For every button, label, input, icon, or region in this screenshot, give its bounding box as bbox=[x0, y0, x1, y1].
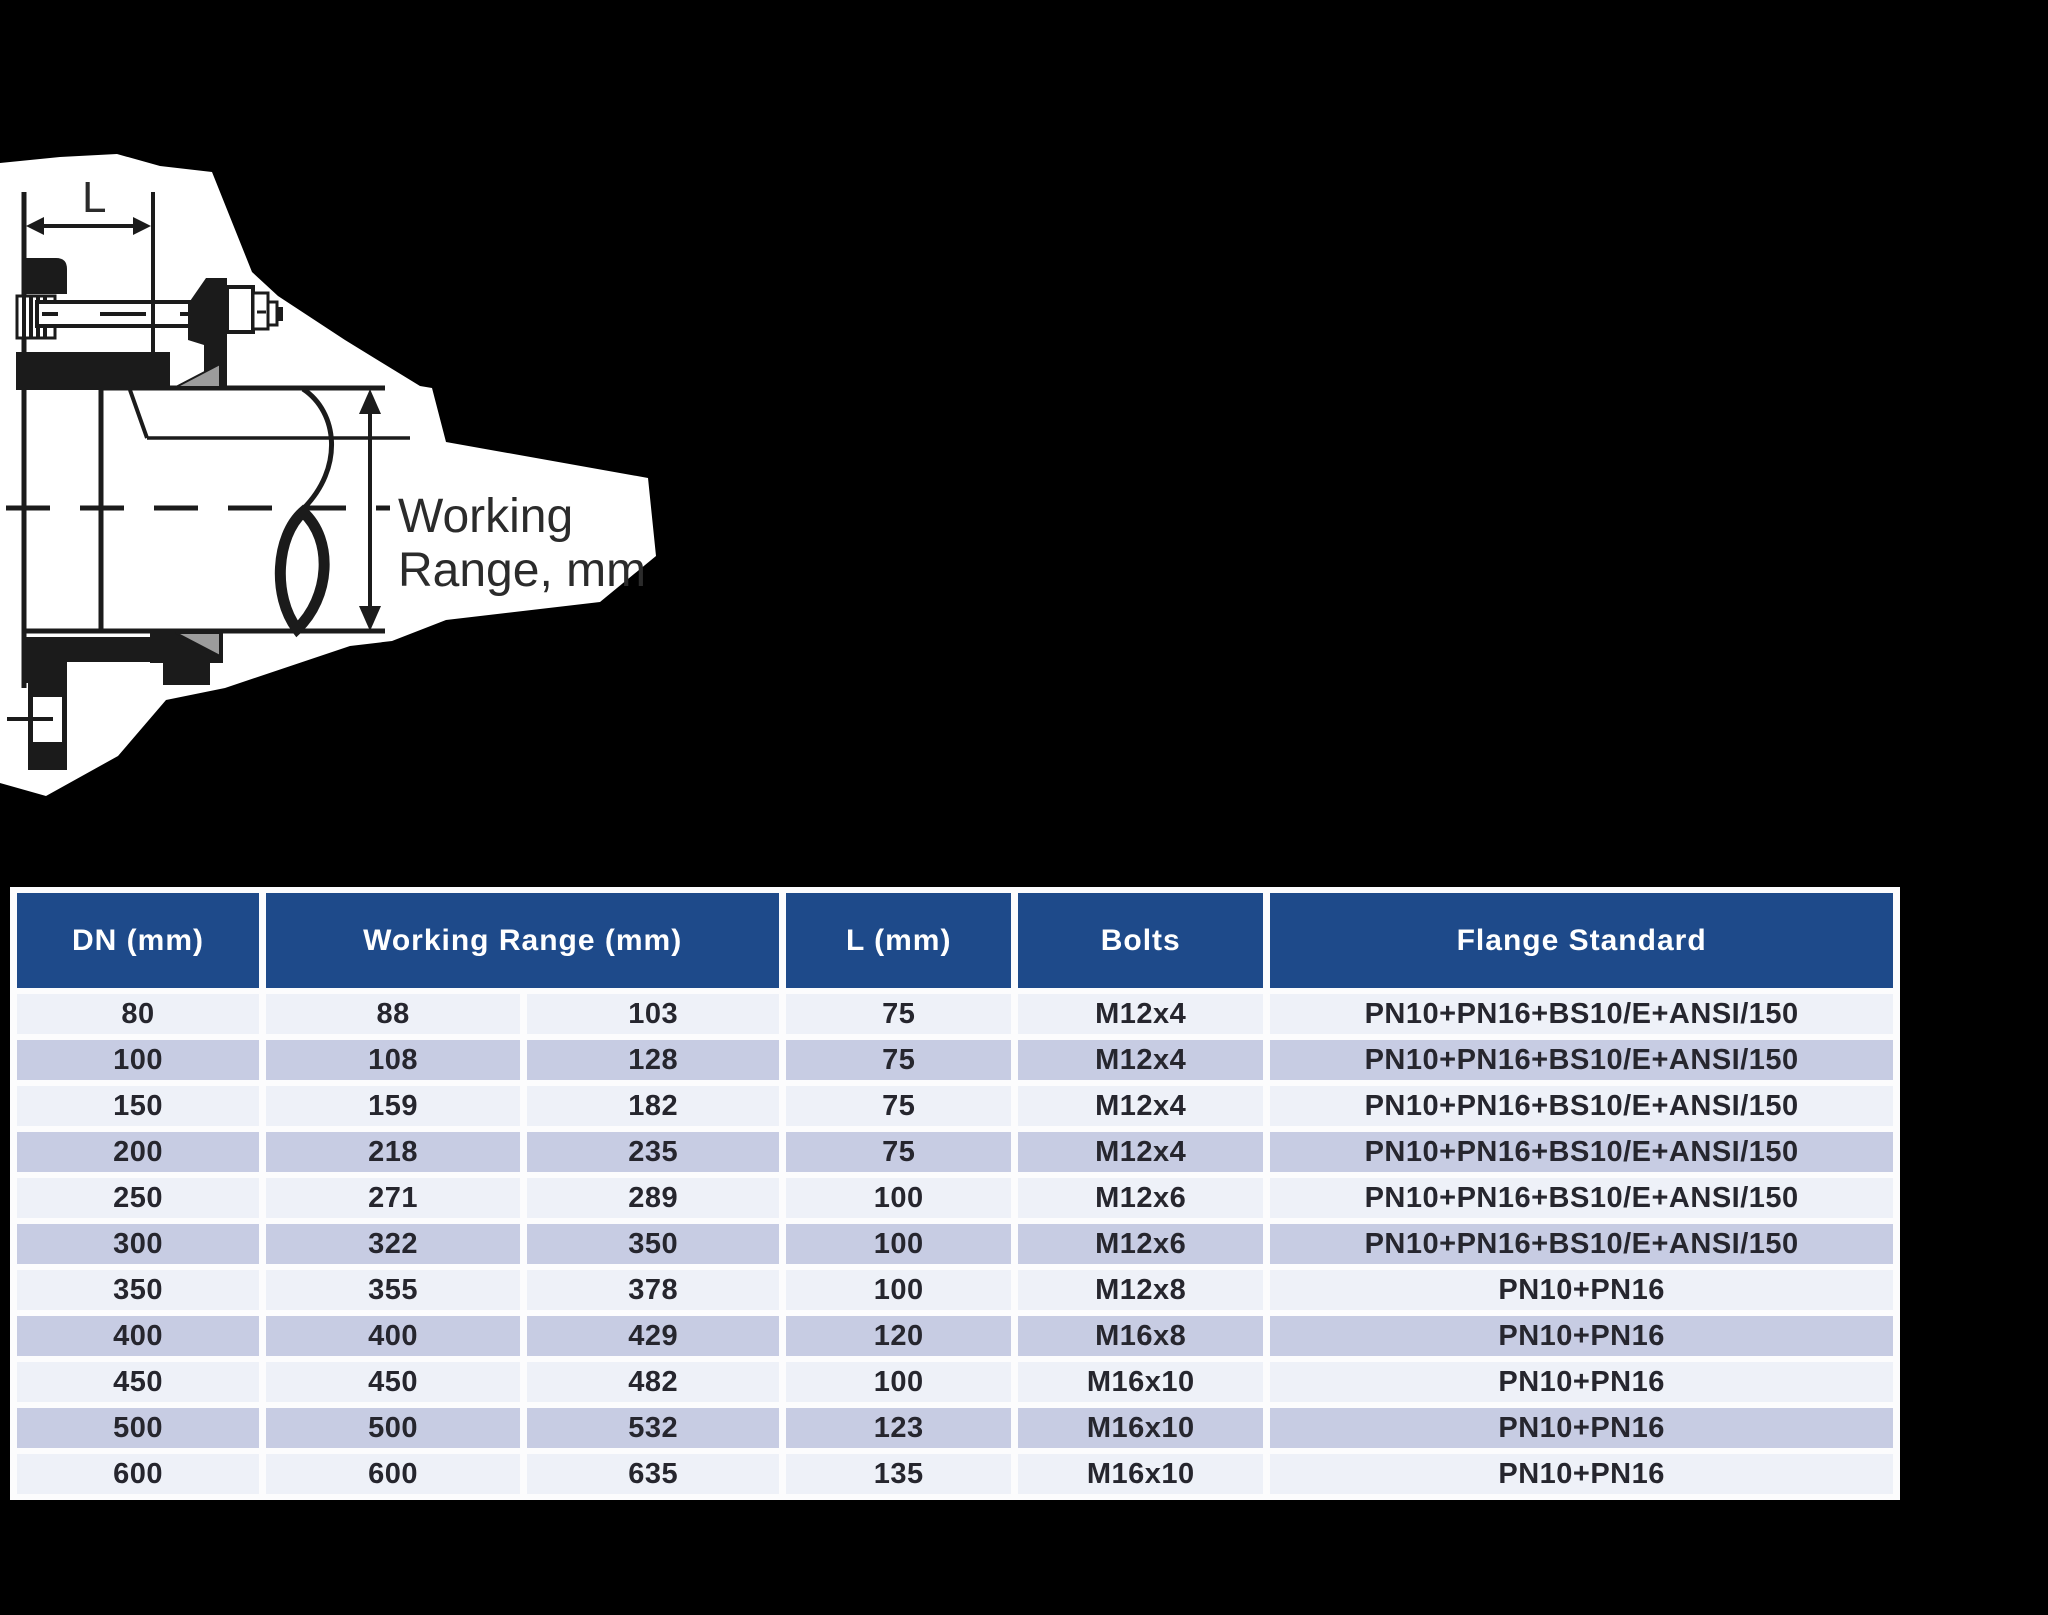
table-cell: M12x8 bbox=[1018, 1270, 1263, 1310]
table-cell: M16x8 bbox=[1018, 1316, 1263, 1356]
table-cell: PN10+PN16 bbox=[1270, 1316, 1893, 1356]
flange-hub-top bbox=[24, 258, 67, 294]
table-cell: 100 bbox=[786, 1178, 1011, 1218]
table-cell: M16x10 bbox=[1018, 1362, 1263, 1402]
table-cell: PN10+PN16 bbox=[1270, 1270, 1893, 1310]
table-cell: 108 bbox=[266, 1040, 520, 1080]
flange-ring-band-top bbox=[16, 352, 170, 390]
table-cell: 355 bbox=[266, 1270, 520, 1310]
table-cell: 182 bbox=[527, 1086, 779, 1126]
table-row bbox=[17, 1362, 1893, 1402]
table-cell: 128 bbox=[527, 1040, 779, 1080]
table-cell: 135 bbox=[786, 1454, 1011, 1494]
table-row bbox=[17, 1408, 1893, 1448]
table-cell: 100 bbox=[786, 1224, 1011, 1264]
hex-nut bbox=[227, 287, 253, 332]
table-cell: 100 bbox=[786, 1270, 1011, 1310]
table-cell: M12x4 bbox=[1018, 994, 1263, 1034]
table-cell: 500 bbox=[17, 1408, 259, 1448]
table-cell: PN10+PN16+BS10/E+ANSI/150 bbox=[1270, 1178, 1893, 1218]
table-cell: 429 bbox=[527, 1316, 779, 1356]
table-cell: PN10+PN16+BS10/E+ANSI/150 bbox=[1270, 1040, 1893, 1080]
table-cell: 450 bbox=[266, 1362, 520, 1402]
table-cell: M12x4 bbox=[1018, 1086, 1263, 1126]
l-dimension-label: L bbox=[82, 173, 107, 222]
working-range-label-line1: Working bbox=[398, 490, 574, 543]
table-cell: 600 bbox=[266, 1454, 520, 1494]
table-row bbox=[17, 1040, 1893, 1080]
table-cell: 600 bbox=[17, 1454, 259, 1494]
table-cell: 100 bbox=[17, 1040, 259, 1080]
flange-hub-bottom bbox=[25, 662, 67, 683]
table-cell: 400 bbox=[17, 1316, 259, 1356]
table-cell: 350 bbox=[527, 1224, 779, 1264]
table-cell: 235 bbox=[527, 1132, 779, 1172]
table-cell: 88 bbox=[266, 994, 520, 1034]
table-cell: 350 bbox=[17, 1270, 259, 1310]
table-cell: M12x6 bbox=[1018, 1178, 1263, 1218]
spec-table bbox=[10, 887, 1900, 1500]
table-cell: PN10+PN16+BS10/E+ANSI/150 bbox=[1270, 1132, 1893, 1172]
table-cell: 75 bbox=[786, 1132, 1011, 1172]
header-bolts: Bolts bbox=[1018, 893, 1263, 988]
flange-adaptor-diagram bbox=[0, 100, 700, 900]
table-row bbox=[17, 1316, 1893, 1356]
table-cell: PN10+PN16 bbox=[1270, 1408, 1893, 1448]
header-working-range: Working Range (mm) bbox=[266, 893, 779, 988]
table-cell: PN10+PN16 bbox=[1270, 1362, 1893, 1402]
table-cell: 250 bbox=[17, 1178, 259, 1218]
table-cell: PN10+PN16+BS10/E+ANSI/150 bbox=[1270, 994, 1893, 1034]
table-cell: 218 bbox=[266, 1132, 520, 1172]
header-l: L (mm) bbox=[786, 893, 1011, 988]
table-cell: 159 bbox=[266, 1086, 520, 1126]
table-cell: 378 bbox=[527, 1270, 779, 1310]
table-cell: M16x10 bbox=[1018, 1408, 1263, 1448]
table-cell: 200 bbox=[17, 1132, 259, 1172]
thread-stub bbox=[268, 302, 277, 325]
flange-ring-band-bottom bbox=[25, 637, 150, 662]
table-cell: M12x4 bbox=[1018, 1132, 1263, 1172]
table-cell: 322 bbox=[266, 1224, 520, 1264]
table-cell: 450 bbox=[17, 1362, 259, 1402]
table-cell: 289 bbox=[527, 1178, 779, 1218]
table-cell: 400 bbox=[266, 1316, 520, 1356]
table-row bbox=[17, 1086, 1893, 1126]
table-cell: 532 bbox=[527, 1408, 779, 1448]
table-cell: 123 bbox=[786, 1408, 1011, 1448]
table-row bbox=[17, 1178, 1893, 1218]
table-cell: 75 bbox=[786, 1086, 1011, 1126]
header-dn: DN (mm) bbox=[17, 893, 259, 988]
working-range-label-line2: Range, mm bbox=[398, 544, 647, 597]
gland-bottom-step bbox=[163, 663, 210, 685]
table-cell: 75 bbox=[786, 994, 1011, 1034]
table-row bbox=[17, 1132, 1893, 1172]
table-cell: 120 bbox=[786, 1316, 1011, 1356]
table-cell: 75 bbox=[786, 1040, 1011, 1080]
table-cell: 271 bbox=[266, 1178, 520, 1218]
bolt-tip bbox=[277, 307, 283, 321]
table-cell: 103 bbox=[527, 994, 779, 1034]
table-cell: M16x10 bbox=[1018, 1454, 1263, 1494]
table-cell: M12x6 bbox=[1018, 1224, 1263, 1264]
table-cell: 482 bbox=[527, 1362, 779, 1402]
table-cell: 500 bbox=[266, 1408, 520, 1448]
table-cell: 80 bbox=[17, 994, 259, 1034]
table-cell: 635 bbox=[527, 1454, 779, 1494]
table-row bbox=[17, 1454, 1893, 1494]
table-row bbox=[17, 1270, 1893, 1310]
table-cell: PN10+PN16+BS10/E+ANSI/150 bbox=[1270, 1224, 1893, 1264]
table-cell: M12x4 bbox=[1018, 1040, 1263, 1080]
table-row bbox=[17, 994, 1893, 1034]
header-flange-standard: Flange Standard bbox=[1270, 893, 1893, 988]
table-row bbox=[17, 1224, 1893, 1264]
table-cell: 300 bbox=[17, 1224, 259, 1264]
table-cell: PN10+PN16+BS10/E+ANSI/150 bbox=[1270, 1086, 1893, 1126]
spec-table-panel bbox=[10, 887, 1900, 1500]
header-row bbox=[17, 893, 1893, 988]
table-cell: 100 bbox=[786, 1362, 1011, 1402]
table-cell: 150 bbox=[17, 1086, 259, 1126]
table-cell: PN10+PN16 bbox=[1270, 1454, 1893, 1494]
